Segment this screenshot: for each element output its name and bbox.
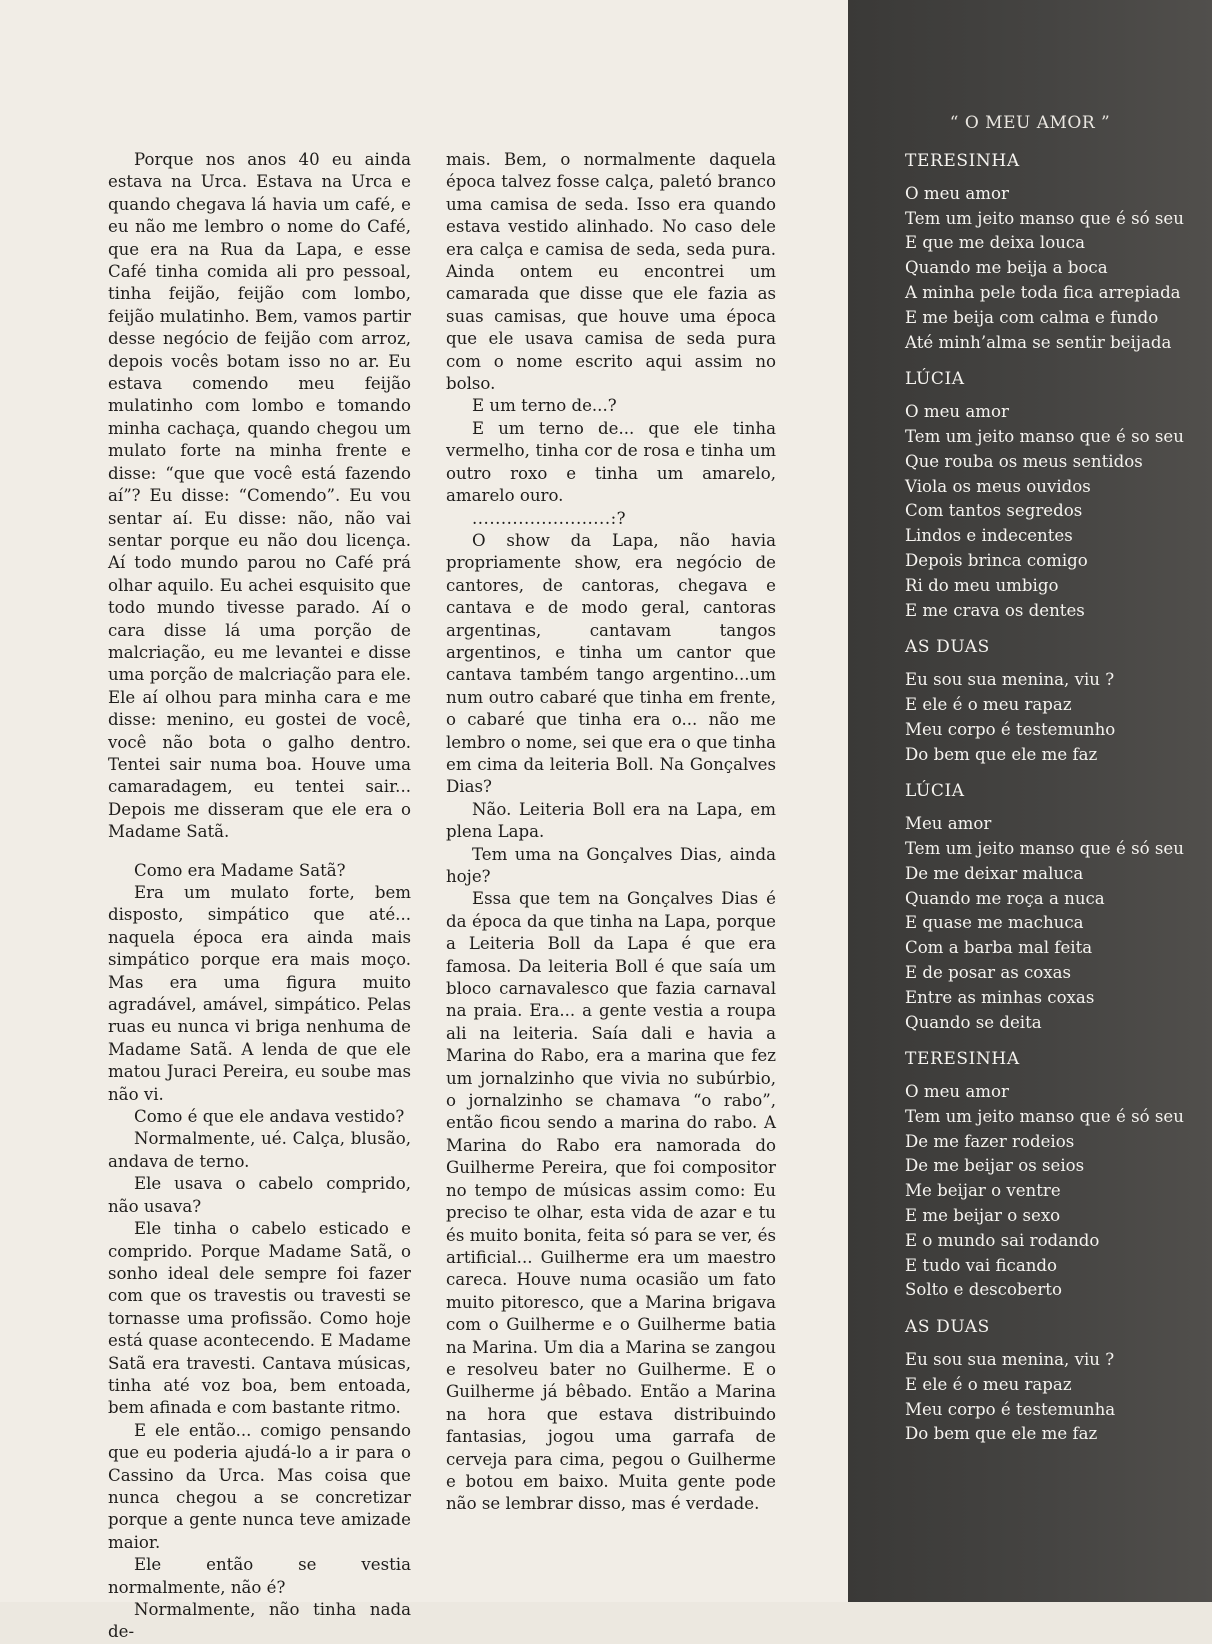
lyric-line: Tem um jeito manso que é só seu (905, 1106, 1184, 1126)
paragraph: Porque nos anos 40 eu ainda estava na Urca. Estava na Urca e quando chegava lá havia um café, e eu não me lembro o nome do Café, que era na Rua da Lapa, e esse Café tinha comida ali pro pessoal, tinha feijão, feijão com lombo, feijão mulatinho. Bem, vamos partir desse negócio de feijão com arroz, depois vocês botam isso no ar. Eu estava comendo meu feijão mulatinho com lombo e tomando minha cachaça, quando chegou um mulato forte na minha frente e disse: “que que você está fazendo aí”? Eu disse: “Comendo”. Eu vou sentar aí. Eu disse: não, não vai sentar porque eu não dou licença. Aí todo mundo parou no Café prá olhar aquilo. Eu achei esquisito que todo mundo tivesse parado. Aí o cara disse lá uma porção de malcriação, eu me levantei e disse uma porção de malcriação para ele. Ele aí olhou para minha cara e me disse: menino, eu gostei de você, você não bota o galho dentro. Tentei sair numa boa. Houve uma camaradagem, eu tentei sair... Depois me disseram que ele era o Madame Satã. (108, 150, 411, 842)
stanza (905, 1348, 1205, 1447)
lyric-line: Eu sou sua menina, viu ? (905, 1350, 1115, 1370)
lyric-line: E ele é o meu rapaz (905, 1374, 1072, 1394)
lyrics-section (905, 367, 1205, 623)
lyric-line: Quando se deita (905, 1012, 1042, 1032)
lyric-line: Do bem que ele me faz (905, 1424, 1098, 1444)
paragraph: E ele então... comigo pensando que eu poderia ajudá-lo a ir para o Cassino da Urca. Mas coisa que nunca chegou a se concretizar porque a gente nunca teve amizade maior. (108, 1420, 411, 1552)
lyrics-sidebar (848, 0, 1212, 1602)
stanza (905, 812, 1205, 1035)
lyric-line: O meu amor (905, 183, 1009, 203)
lyrics (905, 149, 1205, 1459)
lyric-line: E me beijar o sexo (905, 1206, 1061, 1226)
lyric-line: Eu sou sua menina, viu ? (905, 670, 1115, 690)
singer-name: AS DUAS (905, 1317, 990, 1338)
lyric-line: De me fazer rodeios (905, 1131, 1075, 1151)
lyrics-section (905, 1315, 1205, 1447)
article-column-1 (108, 149, 411, 1644)
lyrics-section (905, 1047, 1205, 1303)
singer-name: TERESINHA (905, 1049, 1020, 1070)
question: ........................:? (472, 508, 627, 528)
lyric-line: E me beija com calma e fundo (905, 307, 1159, 327)
paragraph: Normalmente, ué. Calça, blusão, andava de terno. (108, 1129, 411, 1171)
lyrics-section (905, 779, 1205, 1035)
lyrics-section (905, 149, 1205, 355)
lyric-line: De me beijar os seios (905, 1156, 1085, 1176)
singer-name: TERESINHA (905, 151, 1020, 171)
stanza (905, 668, 1205, 767)
lyric-line: Tem um jeito manso que é só seu (905, 208, 1184, 228)
lyric-line: Do bem que ele me faz (905, 744, 1098, 764)
stanza (905, 400, 1205, 623)
question: Como é que ele andava vestido? (134, 1107, 405, 1127)
lyric-line: Com a barba mal feita (905, 938, 1093, 958)
singer-name: AS DUAS (905, 637, 990, 658)
lyric-line: E o mundo sai rodando (905, 1230, 1100, 1250)
paragraph: Não. Leiteria Boll era na Lapa, em plena Lapa. (446, 799, 776, 842)
lyric-line: Entre as minhas coxas (905, 987, 1095, 1007)
singer-name: LÚCIA (905, 781, 965, 802)
lyric-line: Lindos e indecentes (905, 526, 1073, 546)
lyric-line: A minha pele toda fica arrepiada (905, 282, 1181, 302)
stanza (905, 182, 1205, 356)
lyric-line: De me deixar maluca (905, 863, 1084, 883)
lyric-line: E me crava os dentes (905, 600, 1085, 620)
lyric-line: Quando me roça a nuca (905, 888, 1105, 908)
lyric-line: O meu amor (905, 402, 1009, 422)
lyric-line: E de posar as coxas (905, 962, 1072, 982)
question: Ele usava o cabelo comprido, não usava? (108, 1174, 411, 1216)
paragraph: Normalmente, não tinha nada de- (108, 1600, 411, 1642)
lyric-line: E ele é o meu rapaz (905, 694, 1072, 714)
lyric-line: Quando me beija a boca (905, 258, 1108, 278)
lyric-line: Ri do meu umbigo (905, 575, 1059, 595)
paragraph: Era um mulato forte, bem disposto, simpático que até... naquela época era ainda mais simpático porque era mais moço. Mas era uma figura muito agradável, amável, simpático. Pelas ruas eu nunca vi briga nenhuma de Madame Satã. A lenda de que ele matou Juraci Pereira, eu soube mas não vi. (108, 883, 411, 1104)
singer-name: LÚCIA (905, 369, 965, 390)
lyric-line: Viola os meus ouvidos (905, 476, 1091, 496)
paragraph: O show da Lapa, não havia propriamente show, era negócio de cantores, de cantoras, chegava e cantava e de modo geral, cantoras argentinas, cantavam tangos argentinos, e tinha um cantor que cantava também tango argentino...um num outro cabaré que tinha em frente, o cabaré que tinha era o... não me lembro o nome, sei que era o que tinha em cima da leiteria Boll. Na Gonçalves Dias? (446, 530, 776, 797)
lyric-line: E que me deixa louca (905, 233, 1086, 253)
lyric-line: E tudo vai ficando (905, 1255, 1058, 1275)
lyrics-section (905, 635, 1205, 767)
lyric-line: Com tantos segredos (905, 501, 1083, 521)
paragraph: mais. Bem, o normalmente daquela época talvez fosse calça, paletó branco uma camisa de seda. Isso era quando estava vestido alinhado. No caso dele era calça e camisa de seda, seda pura. Ainda ontem eu encontrei um camarada que disse que ele fazia as suas camisas, que houve uma época que ele usava camisa de seda pura com o nome escrito aqui assim no bolso. (446, 150, 776, 394)
lyric-line: Que rouba os meus sentidos (905, 451, 1143, 471)
lyric-line: Solto e descoberto (905, 1280, 1062, 1300)
lyric-line: Tem um jeito manso que é so seu (905, 426, 1184, 446)
lyric-line: Meu corpo é testemunha (905, 1399, 1116, 1419)
question: Ele então se vestia normalmente, não é? (108, 1555, 411, 1597)
article-column-2 (446, 149, 776, 1516)
stanza (905, 1080, 1205, 1303)
lyric-line: O meu amor (905, 1082, 1009, 1102)
paragraph: E um terno de... que ele tinha vermelho, tinha cor de rosa e tinha um outro roxo e tinha um amarelo, amarelo ouro. (446, 418, 776, 506)
lyric-line: Meu amor (905, 814, 992, 834)
lyric-line: Meu corpo é testemunho (905, 719, 1116, 739)
lyric-line: Até minh’alma se sentir beijada (905, 332, 1172, 352)
paragraph: Essa que tem na Gonçalves Dias é da época da que tinha na Lapa, porque a Leiteria Boll da Lapa é que era famosa. Da leiteria Boll é que saía um bloco carnavalesco que fazia carnaval na praia. Era... a gente vestia a roupa ali na leiteria. Saía dali e havia a Marina do Rabo, era a marina que fez um jornalzinho que vivia no subúrbio, o jornalzinho se chamava “o rabo”, então ficou sendo a marina do rabo. A Marina do Rabo era namorada do Guilherme Pereira, que foi compositor no tempo de músicas assim como: Eu preciso te olhar, esta vida de azar e tu és muito bonita, feita só para se ver, és artificial... Guilherme era um maestro careca. Houve numa ocasião um fato muito pitoresco, que a Marina brigava com o Guilherme e o Guilherme batia na Marina. Um dia a Marina se zangou e resolveu bater no Guilherme. E o Guilherme já bêbado. Então a Marina na hora que estava distribuindo fantasias, jogou uma garrafa de cerveja para cima, pegou o Guilherme e botou em baixo. Muita gente pode não se lembrar disso, mas é verdade. (446, 889, 776, 1514)
lyric-line: Tem um jeito manso que é só seu (905, 838, 1184, 858)
question: Tem uma na Gonçalves Dias, ainda hoje? (446, 844, 776, 886)
lyric-line: Depois brinca comigo (905, 550, 1088, 570)
song-title: “ O MEU AMOR ” (949, 113, 1111, 133)
lyric-line: E quase me machuca (905, 913, 1084, 933)
question: E um terno de...? (472, 396, 617, 416)
question: Como era Madame Satã? (134, 860, 346, 880)
paragraph: Ele tinha o cabelo esticado e comprido. Porque Madame Satã, o sonho ideal dele sempre foi fazer com que os travestis ou travesti se tornasse uma profissão. Como hoje está quase acontecendo. E Madame Satã era travesti. Cantava músicas, tinha até voz boa, bem entoada, bem afinada e com bastante ritmo. (108, 1219, 411, 1418)
lyric-line: Me beijar o ventre (905, 1181, 1061, 1201)
